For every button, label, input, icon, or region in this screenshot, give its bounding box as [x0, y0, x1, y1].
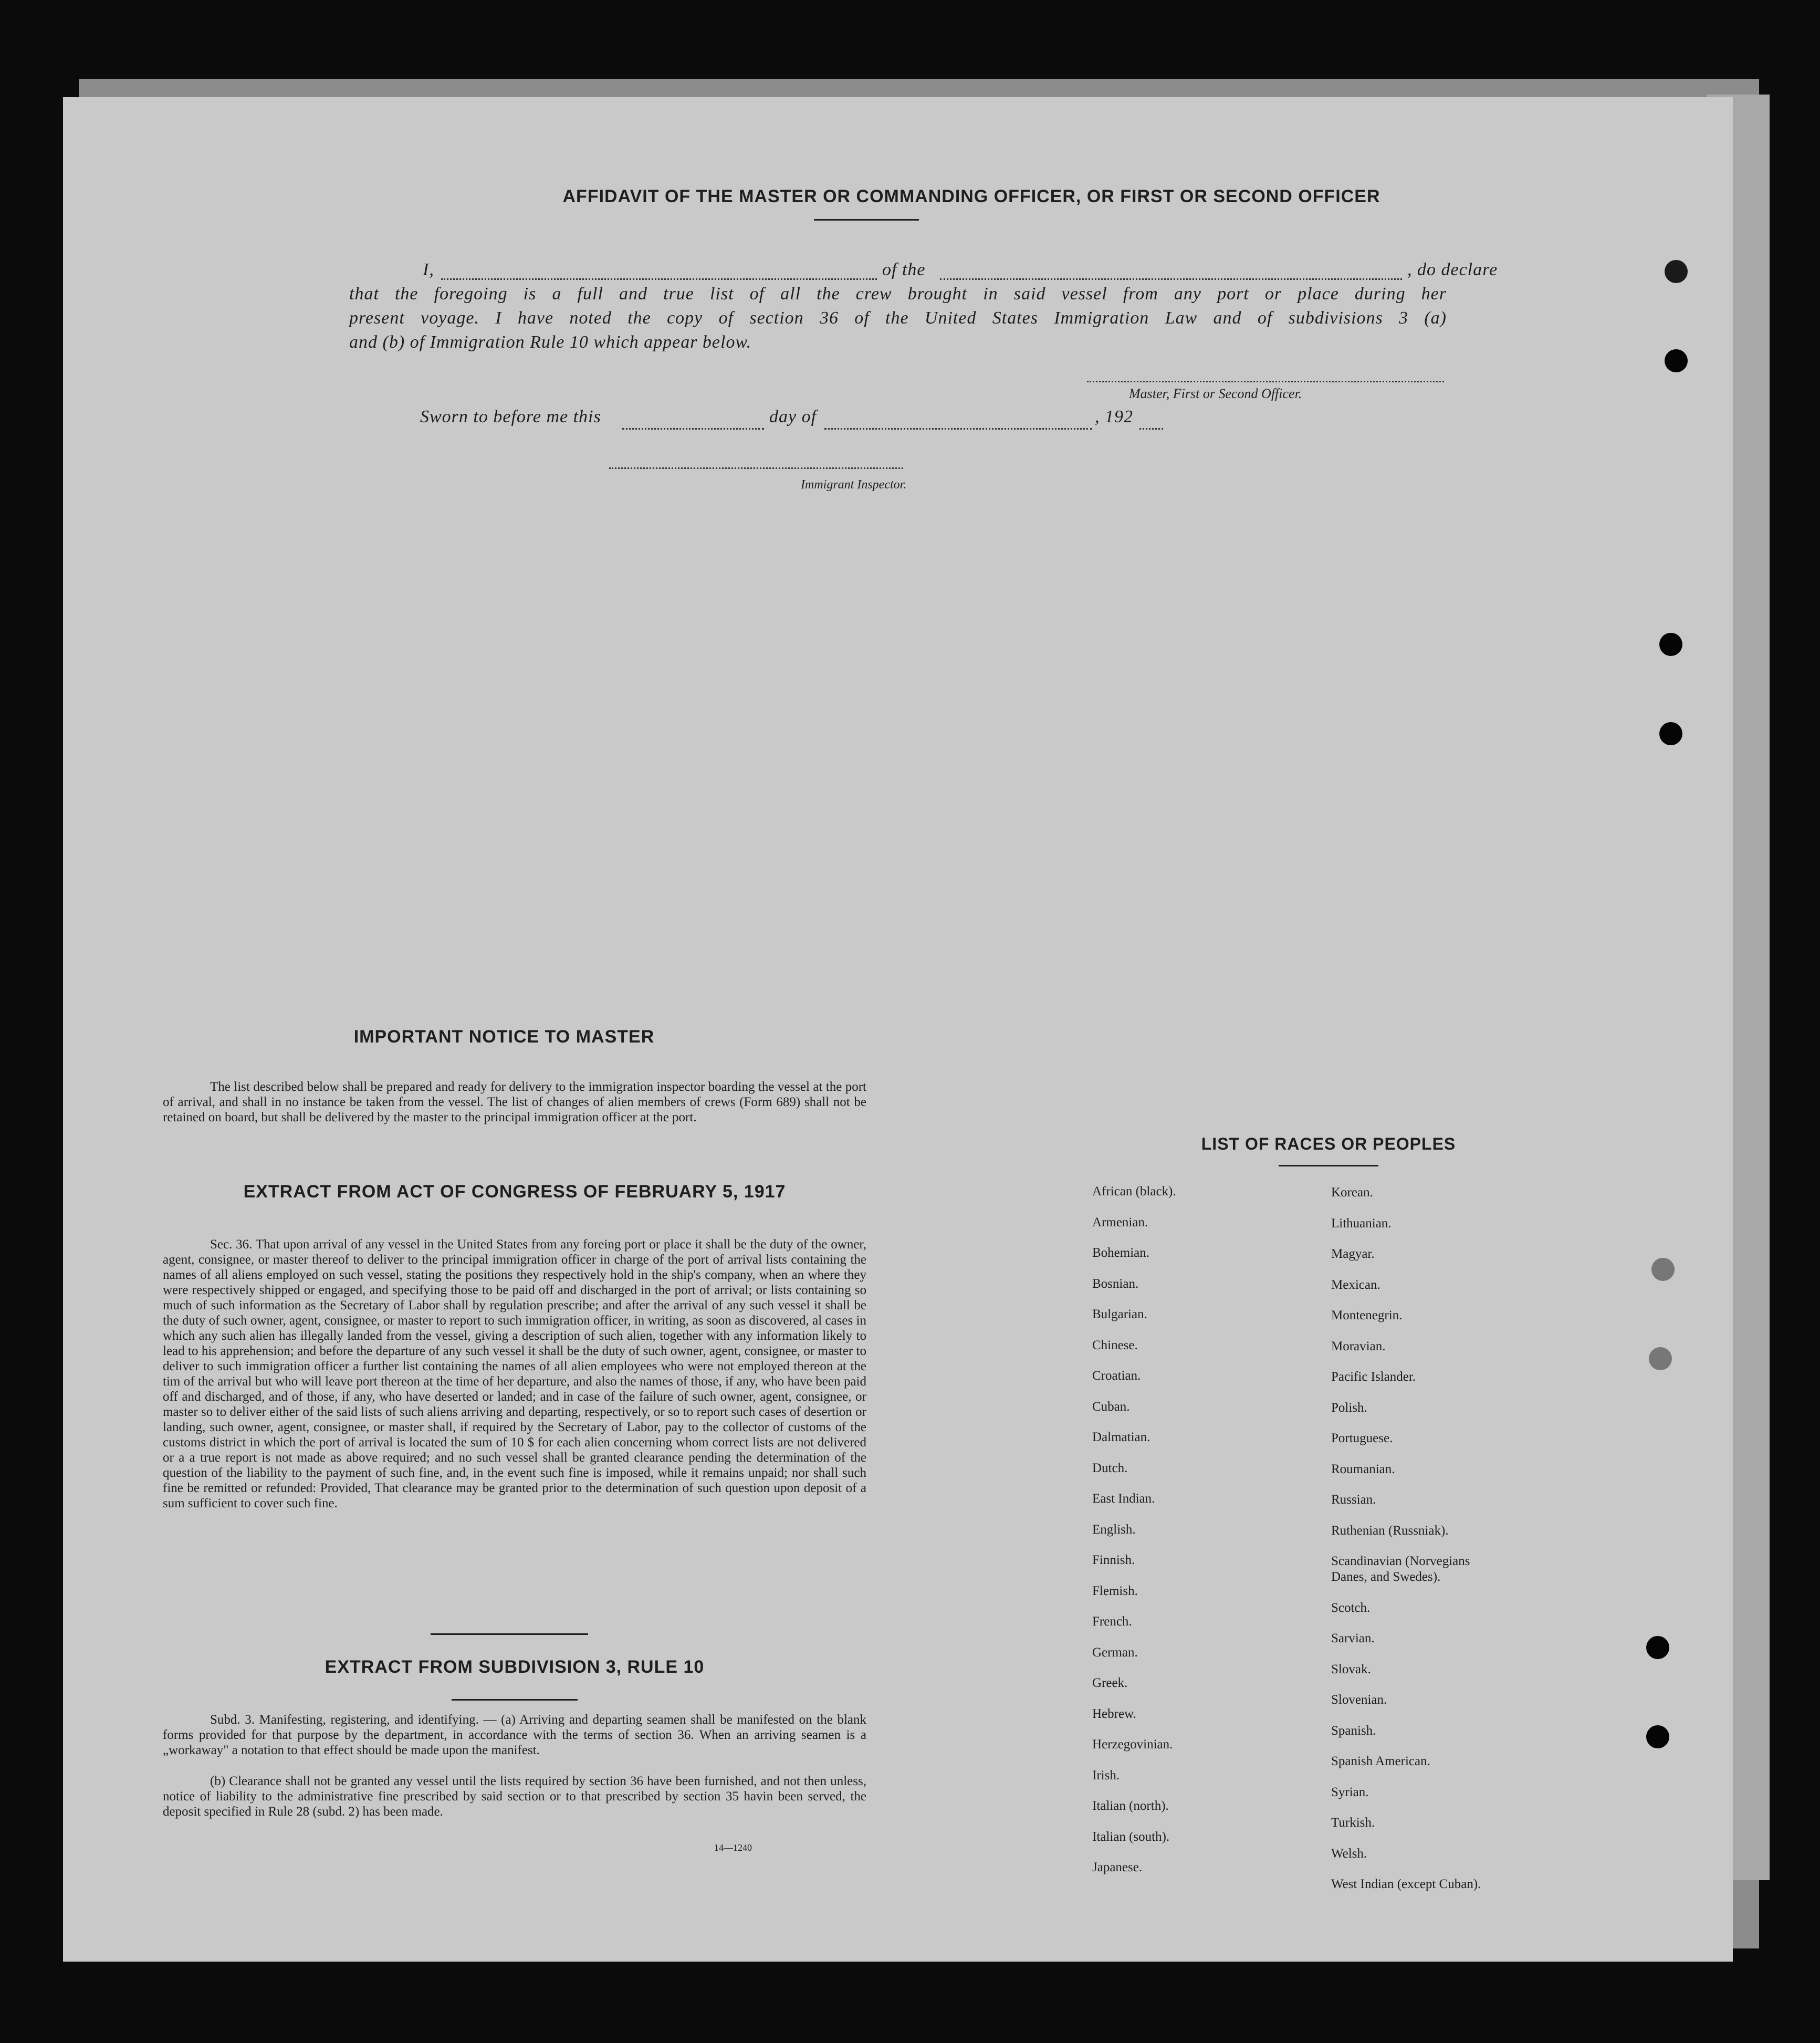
race-item: Italian (north). — [1092, 1799, 1169, 1813]
race-item: Dalmatian. — [1092, 1430, 1150, 1444]
affidavit-line4: and (b) of Immigration Rule 10 which appear below. — [349, 332, 752, 352]
sworn-day-field[interactable] — [622, 428, 764, 430]
punch-hole — [1665, 260, 1688, 283]
inspector-signature-line[interactable] — [609, 467, 903, 469]
race-item: Scandinavian (Norvegians — [1331, 1554, 1470, 1568]
punch-hole — [1665, 349, 1688, 372]
races-title: LIST OF RACES OR PEOPLES — [1201, 1134, 1456, 1153]
race-item: Danes, and Swedes). — [1331, 1570, 1441, 1584]
race-item: Dutch. — [1092, 1461, 1128, 1475]
race-item: Scotch. — [1331, 1600, 1371, 1615]
punch-hole — [1659, 722, 1682, 745]
rule-text-b: (b) Clearance shall not be granted any vessel until the lists required by section 36 have been furnished, and not then unless, notice of liability to the administrative fine prescribed by said section or to that prescribed by section 35 havin been served, the deposit specified in Rule 28 (subd. 2) has been made. — [163, 1774, 866, 1819]
punch-hole — [1649, 1347, 1672, 1370]
vessel-field[interactable] — [940, 278, 1402, 280]
race-item: Spanish American. — [1331, 1754, 1430, 1768]
race-item: East Indian. — [1092, 1492, 1155, 1506]
punch-hole — [1651, 1258, 1675, 1281]
race-item: Montenegrin. — [1331, 1308, 1403, 1322]
rule-title: EXTRACT FROM SUBDIVISION 3, RULE 10 — [325, 1657, 705, 1677]
affidavit-title: AFFIDAVIT OF THE MASTER OR COMMANDING OFFICER, OR FIRST OR SECOND OFFICER — [562, 186, 1380, 206]
race-item: Finnish. — [1092, 1553, 1135, 1567]
race-item: Croatian. — [1092, 1369, 1141, 1383]
race-item: Syrian. — [1331, 1785, 1369, 1799]
race-item: Bohemian. — [1092, 1246, 1150, 1260]
affidavit-line2: that the foregoing is a full and true list of all the crew brought in said vessel from any port or place during her — [349, 284, 1447, 304]
act-text: Sec. 36. That upon arrival of any vessel in the United States from any foreing port or place it shall be the duty of the owner, agent, consignee, or master thereof to deliver to the principal immigration officer in charge of the port of arrival lists containing the names of all aliens employed on such vessel, stating the positions they respectively hold in the ship's company, when an where they were respectively shipped or engaged, and specifying those to be paid off and discharged in the port of arrival; or lists containing so much of such information as the Secretary of Labor shall by regulation prescribe; and after the arrival of any such vessel it shall be the duty of such owner, agent, consignee, or master to report to such immigration officer, in writing, as soon as discovered, al cases in which any such alien has illegally landed from the vessel, giving a description of such alien, together with any information likely to lead to his apprehension; and before the departure of any such vessel it shall be the duty of such owner, agent, consignee, or master to deliver to such immigration officer a further list containing the names of all alien employees who were not employed thereon at the tim of the arrival but who will leave port thereon at the time of her departure, and also the names of those, if any, who have been paid off and discharged, and of those, if any, who have deserted or landed; and in case of the failure of such owner, agent, consignee, or master so to deliver either of the said lists of such aliens arriving and departing, respectively, or so to report such cases of desertion or landing, such owner, agent, consignee, or master shall, if required by the Secretary of Labor, pay to the collector of customs of the customs district in which the port of arrival is located the sum of 10 $ for each alien concerning whom correct lists are not delivered or a a true report is not made as above required; and no such vessel shall be granted clearance pending the determination of the question of the liability to the payment of such fine, and, in the event such fine is imposed, while it remains unpaid; nor shall such fine be remitted or refunded: Provided, That clearance may be granted prior to the determination of such question upon deposit of a sum sufficient to cover such fine. — [163, 1237, 866, 1510]
race-item: Ruthenian (Russniak). — [1331, 1523, 1449, 1538]
form-number: 14—1240 — [714, 1842, 752, 1853]
race-item: African (black). — [1092, 1184, 1176, 1198]
races-underline — [1279, 1165, 1378, 1166]
title-underline — [814, 219, 919, 221]
race-item: Korean. — [1331, 1185, 1373, 1200]
race-item: Herzegovinian. — [1092, 1737, 1173, 1752]
race-item: Polish. — [1331, 1400, 1367, 1415]
race-item: Chinese. — [1092, 1338, 1138, 1352]
race-item: Welsh. — [1331, 1846, 1367, 1861]
punch-hole — [1646, 1725, 1669, 1748]
sworn-text-c: , 192 — [1095, 407, 1133, 426]
race-item: Irish. — [1092, 1768, 1120, 1783]
race-item: Lithuanian. — [1331, 1216, 1392, 1231]
race-item: Pacific Islander. — [1331, 1370, 1416, 1384]
master-signature-line[interactable] — [1087, 381, 1444, 382]
race-item: English. — [1092, 1522, 1136, 1537]
race-item: Russian. — [1331, 1493, 1376, 1507]
race-item: Portuguese. — [1331, 1431, 1393, 1445]
race-item: Slovak. — [1331, 1662, 1371, 1676]
race-item: Slovenian. — [1331, 1693, 1387, 1707]
race-item: Turkish. — [1331, 1816, 1375, 1830]
race-item: Armenian. — [1092, 1215, 1148, 1229]
punch-hole — [1646, 1636, 1669, 1659]
sworn-year-field[interactable] — [1139, 428, 1163, 430]
race-item: Spanish. — [1331, 1723, 1376, 1738]
rule-text-a: Subd. 3. Manifesting, registering, and identifying. — (a) Arriving and departing seamen shall be manifested on the blank forms provided for that purpose by the department, in accordance with the terms of section 36. When an arriving seamen is a „workaway" a notation to that effect should be made upon the manifest. — [163, 1713, 866, 1757]
master-signature-label: Master, First or Second Officer. — [1129, 386, 1302, 401]
race-item: Bosnian. — [1092, 1276, 1139, 1291]
affidavit-line3: present voyage. I have noted the copy of section 36 of the United States Immigration Law and of subdivisions 3 (a) — [349, 308, 1447, 328]
document-page — [63, 97, 1733, 1962]
act-divider — [431, 1633, 588, 1635]
race-item: Flemish. — [1092, 1583, 1138, 1598]
race-item: Mexican. — [1331, 1277, 1380, 1292]
inspector-signature-label: Immigrant Inspector. — [801, 478, 907, 492]
sworn-text-a: Sworn to before me this — [420, 407, 601, 426]
race-item: Italian (south). — [1092, 1829, 1170, 1844]
race-item: Greek. — [1092, 1676, 1128, 1690]
race-item: Cuban. — [1092, 1399, 1130, 1414]
race-item: West Indian (except Cuban). — [1331, 1877, 1481, 1891]
notice-text: The list described below shall be prepared and ready for delivery to the immigration inspector boarding the vessel at the port of arrival, and shall in no instance be taken from the vessel. The list of changes of alien members of crews (Form 689) shall not be retained on board, but shall be delivered by the master to the principal immigration officer at the port. — [163, 1080, 866, 1124]
race-item: Roumanian. — [1331, 1462, 1395, 1476]
sworn-month-field[interactable] — [824, 428, 1092, 430]
punch-hole — [1659, 633, 1682, 656]
sworn-text-b: day of — [769, 407, 817, 426]
race-item: Magyar. — [1331, 1247, 1375, 1261]
affidavit-line1-c: , do declare — [1407, 260, 1498, 279]
race-item: German. — [1092, 1645, 1138, 1660]
affidavit-line1-a: I, — [423, 260, 434, 279]
race-item: Japanese. — [1092, 1860, 1143, 1874]
race-item: Moravian. — [1331, 1339, 1386, 1353]
race-item: French. — [1092, 1614, 1132, 1629]
name-field[interactable] — [441, 278, 877, 280]
notice-title: IMPORTANT NOTICE TO MASTER — [353, 1027, 655, 1047]
act-title: EXTRACT FROM ACT OF CONGRESS OF FEBRUARY 5, 1917 — [243, 1182, 786, 1202]
race-item: Sarvian. — [1331, 1631, 1375, 1645]
rule-divider — [452, 1699, 578, 1701]
affidavit-line1-b: of the — [882, 260, 926, 279]
race-item: Hebrew. — [1092, 1706, 1136, 1721]
race-item: Bulgarian. — [1092, 1307, 1147, 1321]
